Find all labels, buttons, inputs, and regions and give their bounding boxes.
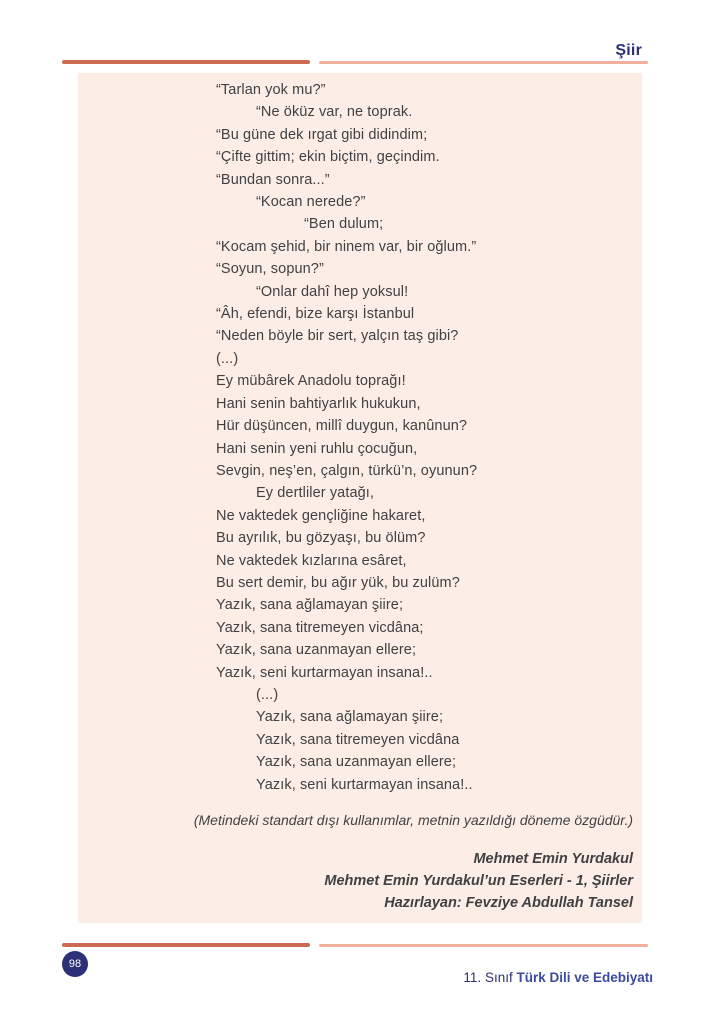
- poem-line: Ey dertliler yatağı,: [256, 485, 375, 502]
- poem-panel: [78, 73, 642, 923]
- section-title: Şiir: [615, 42, 642, 59]
- footer-course-label: [448, 955, 653, 1000]
- page-number-badge: 98: [62, 951, 88, 977]
- poem-line: Hür düşüncen, millî duygun, kanûnun?: [216, 418, 468, 435]
- poem-line: “Âh, efendi, bize karşı İstanbul: [216, 306, 415, 323]
- poem-line: Sevgin, neş’en, çalgın, türkü’n, oyunun?: [216, 462, 478, 479]
- poem-line: “Çifte gittim; ekin biçtim, geçindim.: [216, 149, 440, 166]
- footer-rule-dark-segment: [62, 943, 310, 947]
- footer-rule: [62, 943, 648, 948]
- poem-line: Ne vaktedek gençliğine hakaret,: [216, 507, 426, 524]
- attribution-line: Mehmet Emin Yurdakul’un Eserleri - 1, Şiirler: [324, 873, 633, 889]
- poem-line: Yazık, sana titremeyen vicdâna: [256, 731, 460, 748]
- poem-line: Ey mübârek Anadolu toprağı!: [216, 373, 406, 390]
- poem-line: “Ben dulum;: [304, 216, 384, 233]
- attribution-line: Mehmet Emin Yurdakul: [473, 851, 633, 867]
- poem-line: Yazık, sana ağlamayan şiire;: [216, 597, 404, 614]
- poem-line: Bu sert demir, bu ağır yük, bu zulüm?: [216, 574, 460, 591]
- poem-line: “Bu güne dek ırgat gibi didindim;: [216, 126, 428, 143]
- poem-line: Yazık, sana titremeyen vicdâna;: [216, 619, 424, 636]
- attribution: [78, 848, 642, 914]
- poem-line: “Ne öküz var, ne toprak.: [256, 104, 413, 121]
- poem-line: Yazık, sana uzanmayan ellere;: [216, 642, 417, 659]
- poem-line: (...): [216, 350, 239, 367]
- header-rule-light-segment: [319, 61, 648, 64]
- poem-line: Hani senin yeni ruhlu çocuğun,: [216, 440, 418, 457]
- course-level: 11. Sınıf: [463, 970, 517, 985]
- header-rule-dark-segment: [62, 60, 310, 64]
- course-name: Türk Dili ve Edebiyatı: [516, 970, 653, 985]
- poem-line: Bu ayrılık, bu gözyaşı, bu ölüm?: [216, 530, 426, 547]
- poem-line: Yazık, seni kurtarmayan insana!..: [256, 776, 473, 793]
- poem-line: Yazık, sana uzanmayan ellere;: [256, 754, 457, 771]
- header-rule: [62, 60, 648, 65]
- poem-line: “Onlar dahî hep yoksul!: [256, 283, 409, 300]
- poem-text: [78, 73, 642, 796]
- footer-rule-light-segment: [319, 944, 648, 947]
- poem-line: “Kocam şehid, bir ninem var, bir oğlum.”: [216, 238, 477, 255]
- poem-line: “Soyun, sopun?”: [216, 261, 324, 278]
- poem-line: Hani senin bahtiyarlık hukukun,: [216, 395, 421, 412]
- poem-line: “Neden böyle bir sert, yalçın taş gibi?: [216, 328, 459, 345]
- poem-line: “Bundan sonra...”: [216, 171, 330, 188]
- poem-line: Yazık, sana ağlamayan şiire;: [256, 709, 444, 726]
- poem-line: “Tarlan yok mu?”: [216, 82, 326, 98]
- poem-line: Yazık, seni kurtarmayan insana!..: [216, 664, 433, 681]
- poem-line: “Kocan nerede?”: [256, 194, 366, 211]
- poem-line: Ne vaktedek kızlarına esâret,: [216, 552, 407, 569]
- attribution-line: Hazırlayan: Fevziye Abdullah Tansel: [384, 895, 633, 911]
- editorial-note: (Metindeki standart dışı kullanımlar, metnin yazıldığı döneme özgüdür.): [193, 812, 633, 828]
- poem-line: (...): [256, 686, 279, 703]
